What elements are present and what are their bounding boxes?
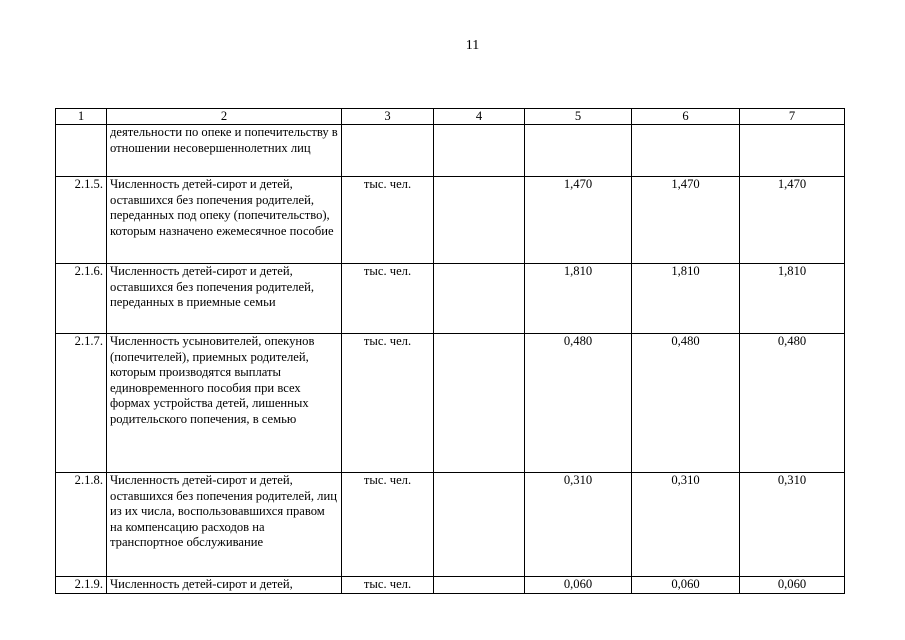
header-col-5: 5: [525, 109, 632, 125]
row-col-4: [434, 334, 525, 473]
row-col-6: 0,480: [632, 334, 740, 473]
row-description: Численность детей-сирот и детей,: [107, 577, 342, 594]
row-number: 2.1.9.: [56, 577, 107, 594]
table-row-continuation: [56, 125, 845, 177]
row-description: Численность детей-сирот и детей, оставшихся без попечения родителей, переданных под опеку (попечительство), которым назначено ежемесячное пособие: [107, 177, 342, 264]
row-col-5: [525, 125, 632, 177]
row-number: 2.1.7.: [56, 334, 107, 473]
row-unit: [342, 125, 434, 177]
row-col-6: 0,310: [632, 473, 740, 577]
row-number: 2.1.6.: [56, 264, 107, 334]
row-description: деятельности по опеке и попечительству в отношении несовершеннолетних лиц: [107, 125, 342, 177]
row-number: 2.1.8.: [56, 473, 107, 577]
table-row: [56, 334, 845, 473]
row-unit: тыс. чел.: [342, 264, 434, 334]
table-header-row: [56, 109, 845, 125]
row-col-7: 0,480: [740, 334, 845, 473]
row-col-7: [740, 125, 845, 177]
page-number: 11: [465, 38, 480, 53]
table-row: [56, 577, 845, 594]
row-col-5: 0,060: [525, 577, 632, 594]
row-unit: тыс. чел.: [342, 577, 434, 594]
header-col-7: 7: [740, 109, 845, 125]
row-unit: тыс. чел.: [342, 334, 434, 473]
header-col-4: 4: [434, 109, 525, 125]
header-col-3: 3: [342, 109, 434, 125]
row-col-4: [434, 125, 525, 177]
row-number: 2.1.5.: [56, 177, 107, 264]
row-description: Численность детей-сирот и детей, оставшихся без попечения родителей, переданных в приемные семьи: [107, 264, 342, 334]
row-col-6: 1,470: [632, 177, 740, 264]
row-col-5: 0,310: [525, 473, 632, 577]
row-col-7: 1,810: [740, 264, 845, 334]
row-col-4: [434, 177, 525, 264]
row-col-4: [434, 473, 525, 577]
header-col-2: 2: [107, 109, 342, 125]
row-unit: тыс. чел.: [342, 177, 434, 264]
row-description: Численность усыновителей, опекунов (попечителей), приемных родителей, которым производятся выплаты единовременного пособия при всех формах устройства детей, лишенных родительского попечения, в семью: [107, 334, 342, 473]
indicators-table: [55, 108, 845, 594]
table-row: [56, 264, 845, 334]
table-row: [56, 177, 845, 264]
row-col-4: [434, 264, 525, 334]
row-description: Численность детей-сирот и детей, оставшихся без попечения родителей, лиц из их числа, воспользовавшихся правом на компенсацию расходов на транспортное обслуживание: [107, 473, 342, 577]
row-col-7: 0,310: [740, 473, 845, 577]
row-col-6: 0,060: [632, 577, 740, 594]
row-col-7: 0,060: [740, 577, 845, 594]
row-col-5: 0,480: [525, 334, 632, 473]
row-col-5: 1,810: [525, 264, 632, 334]
row-col-6: 1,810: [632, 264, 740, 334]
row-number: [56, 125, 107, 177]
row-col-4: [434, 577, 525, 594]
table-row: [56, 473, 845, 577]
header-col-6: 6: [632, 109, 740, 125]
row-col-5: 1,470: [525, 177, 632, 264]
row-col-6: [632, 125, 740, 177]
header-col-1: 1: [56, 109, 107, 125]
row-unit: тыс. чел.: [342, 473, 434, 577]
row-col-7: 1,470: [740, 177, 845, 264]
